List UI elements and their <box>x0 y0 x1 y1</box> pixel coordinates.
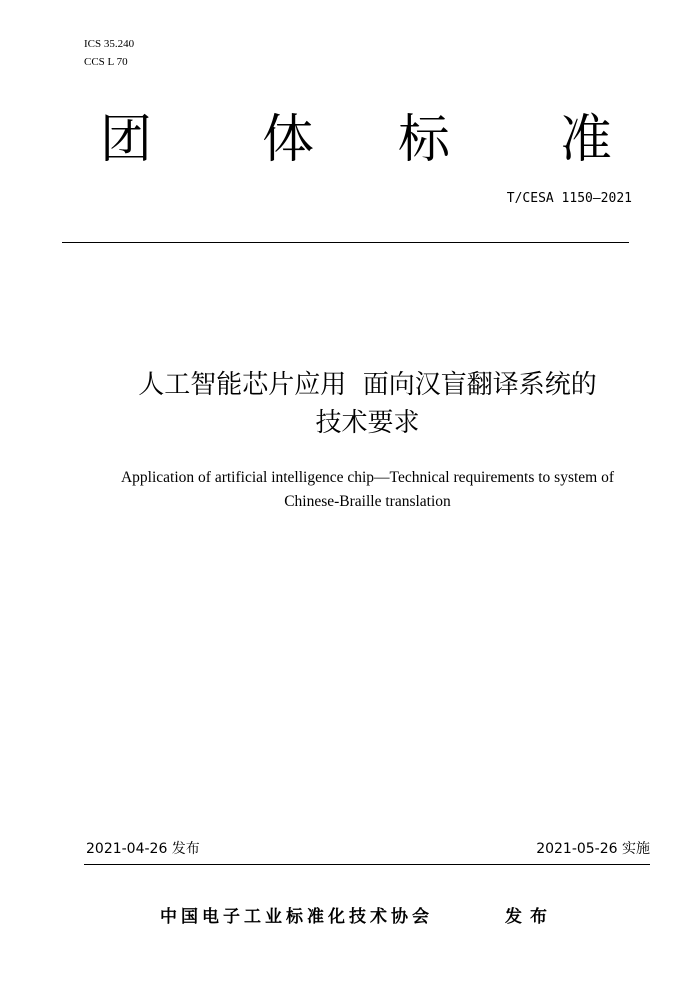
ccs-code: CCS L 70 <box>84 56 128 68</box>
issuer-name: 中国电子工业标准化技术协会 <box>160 907 433 927</box>
chinese-title <box>0 366 700 442</box>
big-title-char-3: 标 <box>398 110 451 170</box>
bottom-divider <box>84 864 650 865</box>
chinese-title-line-2: 技术要求 <box>315 408 420 438</box>
english-title <box>0 466 700 514</box>
big-title-char-2: 体 <box>262 110 315 170</box>
big-title-char-1: 团 <box>100 110 153 170</box>
english-title-line-1: Application of artificial intelligence chip—Technical requirements to system of <box>120 469 615 486</box>
top-divider <box>62 242 629 243</box>
classification-codes <box>84 35 134 71</box>
chinese-title-line-1: 人工智能芯片应用 面向汉盲翻译系统的 <box>138 370 597 400</box>
implement-date: 2021-05-26 实施 <box>536 841 650 857</box>
english-title-line-2: Chinese-Braille translation <box>284 493 451 510</box>
publish-date: 2021-04-26 发布 <box>86 841 200 857</box>
ics-code: ICS 35.240 <box>84 38 135 50</box>
document-number: T/CESA 1150—2021 <box>506 191 632 206</box>
big-title-char-4: 准 <box>560 110 613 170</box>
issue-label: 发布 <box>505 907 555 927</box>
